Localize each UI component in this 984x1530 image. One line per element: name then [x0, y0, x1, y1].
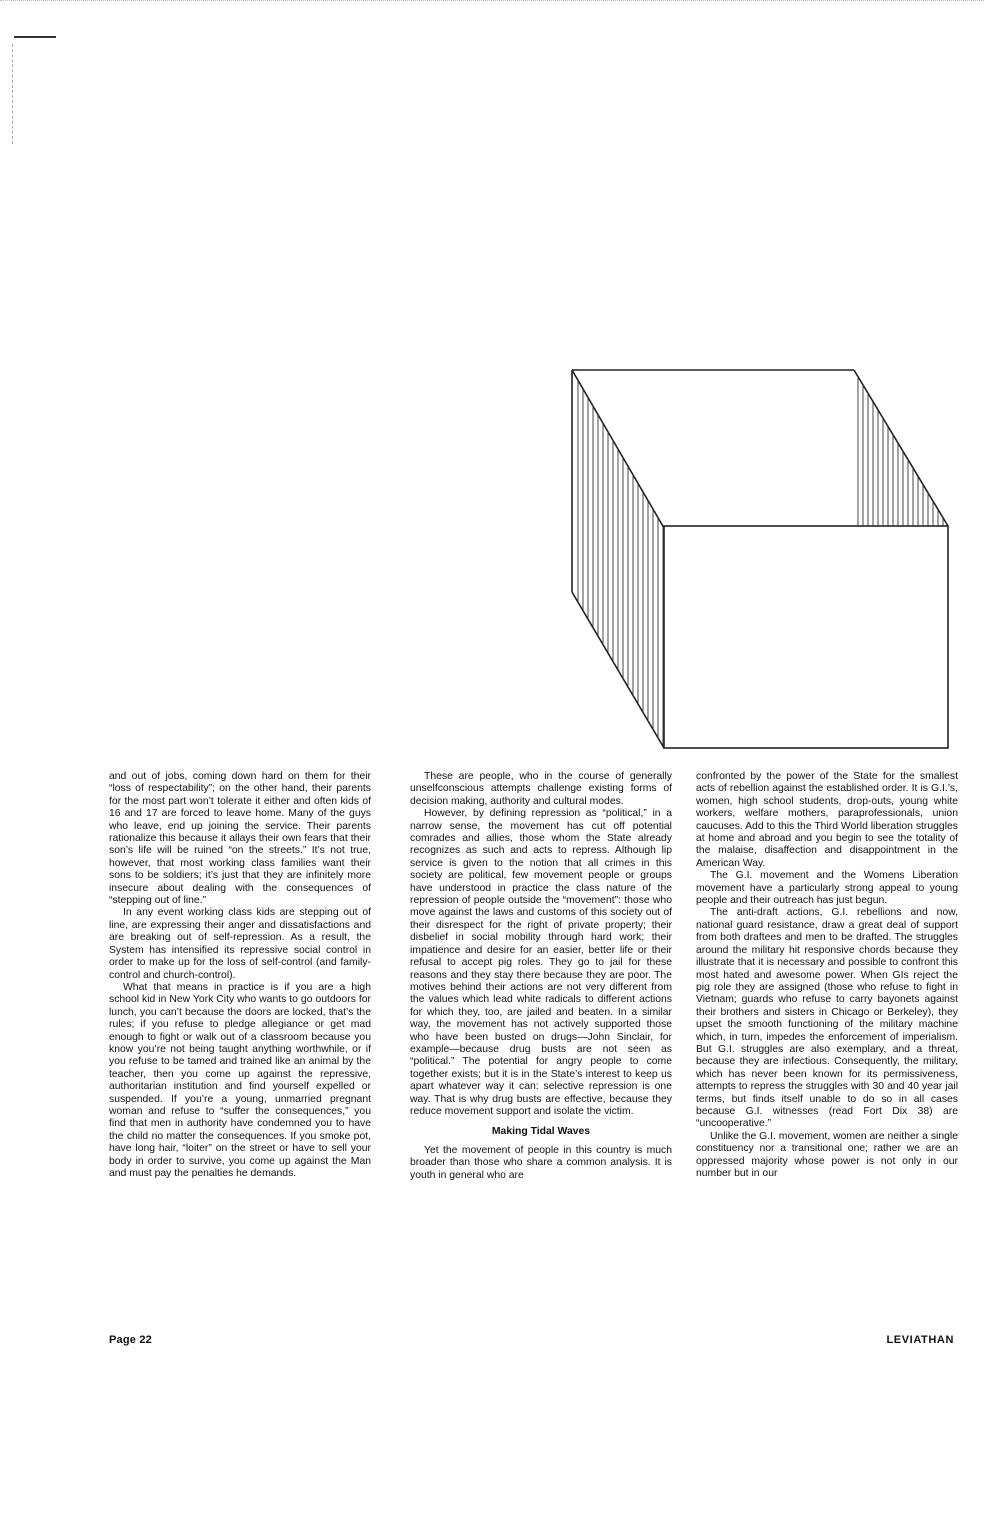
paragraph: What that means in practice is if you are a high school kid in New York City who wants to go outdoors for lunch, you can’t because the doors are locked, that’s the rules; if you refuse to pledge allegiance or get mad enough to fight or walk out of a classroom because you know you’re not being taught anything worthwhile, or if you refuse to be tamed and trained like an animal by the teacher, then you come up against the repressive, authoritarian institution and find yourself expelled or suspended. If you’re a young, unmarried pregnant woman and refuse to “suffer the consequences,” you find that men in authority have condemned you to have the child no matter the consequences. If you smoke pot, have long hair, “loiter” on the street or have to sell your body in order to survive, you come up against the Man and must pay the penalties he demands. [109, 981, 371, 1179]
paragraph: and out of jobs, coming down hard on them for their “loss of respectability”; on the other hand, their parents for the most part won’t tolerate it either and often kids of 16 and 17 are forced to leave home. Many of the guys who leave, end up joining the service. Their parents rationalize this because it allays their own fears that their son’s life will be ruined “on the streets.” It’s not true, however, that most working class families want their sons to be soldiers; it’s just that they are infinitely more insecure about dealing with the consequences of “stepping out of line.” [109, 771, 371, 907]
page-top-edge [0, 0, 984, 5]
column-right [696, 771, 958, 1180]
paragraph: The G.I. movement and the Womens Liberation movement have a particularly strong appeal to young people and their outreach has just begun. [696, 870, 958, 907]
open-box-illustration [560, 360, 970, 760]
paragraph: However, by defining repression as “political,” in a narrow sense, the movement has cut off potential comrades and allies, those whom the State already recognizes as such and acts to repress. Although lip service is given to the notion that all crimes in this society are political, few movement people or groups have understood in practice the class nature of the repression of people outside the “movement”: those who move against the laws and customs of this society out of their disrespect for the right of private property; their disbelief in social mobility through hard work; their impatience and desire for an easier, better life or their refusal to accept pig roles. They go to jail for these reasons and they stay there because they are poor. The motives behind their actions are not very different from the values which lead white radicals to different actions for which they, too, are jailed and beaten. In a similar way, the movement has not actively supported those who have been busted on drugs—John Sinclair, for example—because drug busts are not seen as “political.” The potential for angry people to come together exists; but it is in the State’s interest to keep us apart whatever way it can: selective repression is one way. That is why drug busts are effective, because they reduce movement support and isolate the victim. [410, 808, 672, 1117]
paragraph: The anti-draft actions, G.I. rebellions and now, national guard resistance, draw a great deal of support from both draftees and men to be drafted. The struggles around the military hit responsive chords because they illustrate that it is necessary and possible to confront this most hated and awesome power. When GIs reject the pig role they are assigned (those who refuse to fight in Vietnam; guards who refuse to carry bayonets against their brothers and sisters in Chicago or Berkeley), they upset the smooth functioning of the military machine which, in turn, impedes the enforcement of imperialism. But G.I. struggles are also exemplary, and a threat, because they are infectious. Consequently, the military, which has never been known for its permissiveness, attempts to repress the struggles with 30 and 40 year jail terms, but finds itself unable to do so in all cases because G.I. witnesses (read Fort Dix 38) are “uncooperative.” [696, 907, 958, 1130]
crop-mark [14, 36, 56, 38]
page-number: Page 22 [109, 1334, 152, 1346]
section-heading: Making Tidal Waves [491, 1126, 591, 1138]
publication-name: LEVIATHAN [886, 1334, 954, 1346]
paragraph: These are people, who in the course of generally unselfconscious attempts challenge existing forms of decision making, authority and cultural modes. [410, 771, 672, 807]
margin-ticks [12, 44, 17, 144]
paragraph: In any event working class kids are stepping out of line, are expressing their anger and dissatisfactions and are breaking out of self-repression. As a result, the System has intensified its repressive social control in order to make up for the loss of self-control (and family-control and church-control). [109, 907, 371, 981]
column-middle [410, 771, 672, 1182]
paragraph: Unlike the G.I. movement, women are neither a single constituency nor a transitional one; rather we are an oppressed majority whose power is not only in our number but in our [696, 1130, 958, 1179]
paragraph: confronted by the power of the State for the smallest acts of rebellion against the established order. It is G.I.’s, women, high school students, drop-outs, young white workers, welfare mothers, paraprofessionals, union caucuses. Add to this the Third World liberation struggles at home and abroad and you begin to see the totality of the malaise, disaffection and disappointment in the American Way. [696, 771, 958, 869]
paragraph: Yet the movement of people in this country is much broader than those who share a common analysis. It is youth in general who are [410, 1144, 672, 1181]
column-left [109, 771, 371, 1180]
